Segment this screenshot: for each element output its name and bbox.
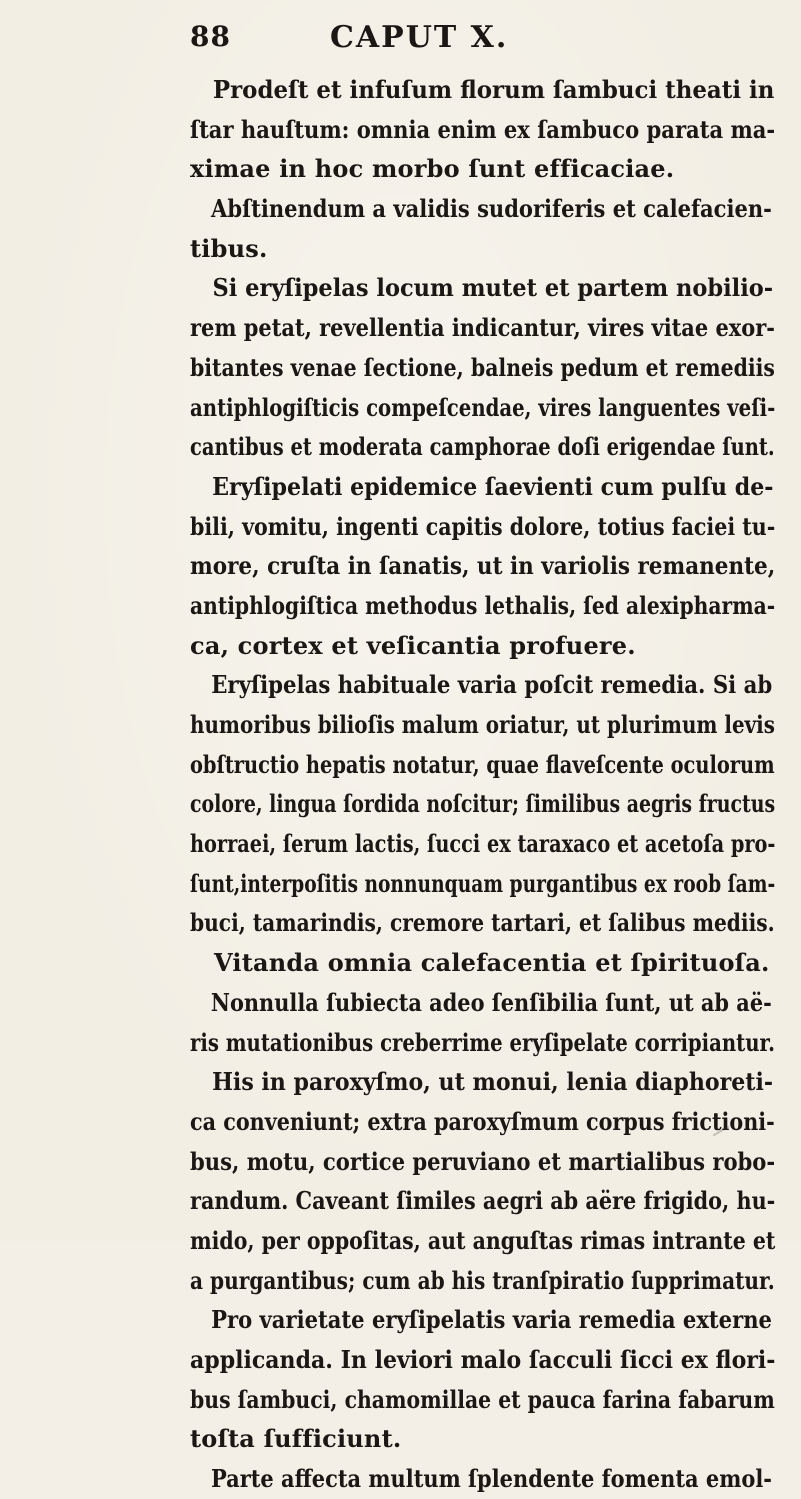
text-line: Abſtinendum a validis sudoriferis et calefacien-	[211, 194, 772, 224]
text-line: cantibus et moderata camphorae doſi erigendae ſunt.	[190, 432, 775, 462]
text-line: Eryſipelas habituale varia poſcit remedia. Si ab	[211, 670, 773, 700]
text-line: tibus.	[190, 233, 268, 263]
text-line: ris mutationibus creberrime eryſipelate corripiantur.	[190, 1027, 775, 1057]
text-line: rem petat, revellentia indicantur, vires vitae exor-	[190, 313, 775, 343]
running-head: CAPUT X.	[330, 20, 509, 55]
text-line: a purgantibus; cum ab his tranſpiratio ſupprimatur.	[190, 1265, 775, 1295]
text-line: Si eryſipelas locum mutet et partem nobilio-	[212, 273, 774, 303]
page-header	[190, 20, 610, 62]
text-line: randum. Caveant ſimiles aegri ab aëre frigido, hu-	[190, 1186, 776, 1216]
text-line: buci, tamarindis, cremore tartari, et ſalibus mediis.	[190, 908, 775, 938]
text-line: bili, vomitu, ingenti capitis dolore, totius faciei tu-	[190, 511, 776, 541]
text-line: Vitanda omnia calefacentia et ſpirituoſa.	[214, 948, 770, 978]
text-line: horraei, ſerum lactis, ſucci ex taraxaco et acetoſa pro-	[190, 829, 776, 859]
text-line: Eryſipelati epidemice ſaevienti cum pulſu de-	[212, 471, 774, 501]
text-line: His in paroxyſmo, ut monui, lenia diaphoreti-	[212, 1067, 774, 1097]
text-line: bitantes venae ſectione, balneis pedum et remediis	[190, 352, 775, 382]
text-line: ſtar hauſtum: omnia enim ex ſambuco parata ma-	[190, 114, 776, 144]
text-line: humoribus bilioſis malum oriatur, ut plurimum levis	[190, 710, 775, 739]
text-line: more, cruſta in ſanatis, ut in variolis remanente,	[190, 551, 776, 581]
text-line: antiphlogiſticis compeſcendae, vires languentes veſi-	[190, 392, 776, 422]
text-line: Prodeſt et infuſum florum ſambuci theati in	[212, 75, 775, 104]
text-line: ſunt,interpoſitis nonnunquam purgantibus ex roob ſam-	[190, 868, 776, 898]
text-line: colore, lingua ſordida noſcitur; ſimilibus aegris fructus	[190, 789, 776, 819]
text-line: ca conveniunt; extra paroxyſmum corpus frictioni-	[190, 1106, 775, 1136]
text-line: ximae in hoc morbo ſunt efficaciae.	[190, 154, 675, 184]
text-line: bus, motu, cortice peruviano et martialibus robo-	[190, 1146, 776, 1176]
page-number: 88	[190, 20, 231, 53]
text-line: ca, cortex et veſicantia profuere.	[190, 630, 636, 660]
text-line: Parte affecta multum ſplendente fomenta emol-	[210, 1464, 772, 1494]
text-line: applicanda. In leviori malo ſacculi ſicci ex flori-	[190, 1345, 776, 1374]
body-text	[190, 70, 775, 1499]
text-line: antiphlogiſtica methodus lethalis, ſed alexipharma-	[190, 590, 776, 620]
text-line: Nonnulla ſubiecta adeo ſenſibilia ſunt, ut ab aë-	[210, 987, 772, 1017]
text-line: obſtructio hepatis notatur, quae flaveſcente oculorum	[190, 749, 775, 779]
text-line: toſta ſufficiunt.	[190, 1424, 402, 1454]
text-line: mido, per oppoſitas, aut anguſtas rimas intrante et	[190, 1225, 776, 1255]
text-line: bus ſambuci, chamomillae et pauca farina fabarum	[190, 1384, 775, 1414]
text-line: Pro varietate eryſipelatis varia remedia externe	[211, 1305, 772, 1335]
